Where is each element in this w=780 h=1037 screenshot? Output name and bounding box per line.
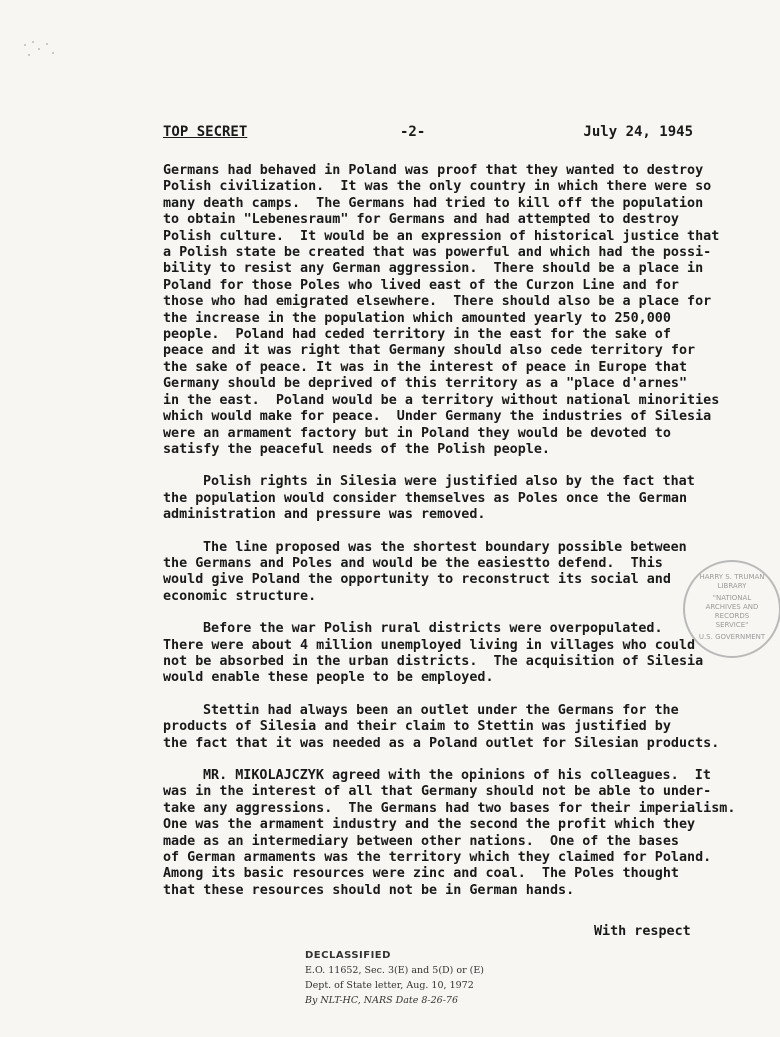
body-line: those who had emigrated elsewhere. There should also be a place for: [163, 294, 712, 310]
body-line: The line proposed was the shortest boundary possible between: [203, 539, 687, 555]
body-line: the Germans and Poles and would be the easiestto defend. This: [163, 555, 663, 571]
page-number: -2-: [400, 124, 426, 140]
body-line: Germans had behaved in Poland was proof that they wanted to destroy: [163, 163, 704, 178]
body-line: not be absorbed in the urban districts. The acquisition of Silesia: [163, 653, 704, 669]
body-line: to obtain "Lebenesraum" for Germans and had attempted to destroy: [163, 212, 679, 228]
body-line: the population would consider themselves as Poles once the German: [163, 490, 688, 506]
body-line: the sake of peace. It was in the interest of peace in Europe that: [163, 359, 688, 375]
body-line: people. Poland had ceded territory in the east for the sake of: [163, 327, 671, 343]
body-line: of German armaments was the territory which they claimed for Poland.: [163, 850, 712, 866]
stamp-line: RECORDS: [714, 612, 750, 620]
stamp-line: "NATIONAL: [712, 594, 752, 602]
body-line: a Polish state be created that was powerful and which had the possi-: [163, 245, 712, 261]
body-line: MR. MIKOLAJCZYK agreed with the opinions of his colleagues. It: [203, 768, 711, 783]
body-paragraph: [163, 474, 763, 523]
body-line: take any aggressions. The Germans had two bases for their imperialism.: [163, 800, 736, 816]
body-line: made as an intermediary between other nations. One of the bases: [163, 833, 679, 849]
body-line: Polish culture. It would be an expression of historical justice that: [163, 228, 720, 244]
document-body: [163, 163, 766, 915]
body-line: There were about 4 million unemployed living in villages who could: [163, 637, 696, 653]
body-line: in the east. Poland would be a territory without national minorities: [163, 392, 720, 408]
body-line: Germany should be deprived of this territory as a "place d'arnes": [163, 376, 688, 392]
document-date: July 24, 1945: [583, 124, 693, 140]
body-paragraph: [163, 703, 763, 752]
body-line: administration and pressure was removed.: [163, 507, 486, 523]
body-line: many death camps. The Germans had tried to kill off the population: [163, 195, 704, 211]
body-line: economic structure.: [163, 588, 317, 604]
body-line: which would make for peace. Under Germany the industries of Silesia: [163, 409, 712, 425]
body-paragraph: [163, 768, 763, 899]
stamp-arc-text: HARRY S. TRUMAN LIBRARY: [699, 573, 765, 590]
stamp-bottom-text: U.S. GOVERNMENT: [698, 633, 766, 641]
stamp-line: ARCHIVES AND: [705, 603, 759, 611]
body-line: Among its basic resources were zinc and coal. The Poles thought: [163, 866, 679, 882]
body-line: Stettin had always been an outlet under the Germans for the: [203, 702, 679, 718]
declass-line-letter: Dept. of State letter, Aug. 10, 1972: [305, 980, 474, 991]
declass-line-signature: By NLT-HC, NARS Date 8-26-76: [305, 995, 459, 1006]
body-line: would give Poland the opportunity to reconstruct its social and: [163, 572, 671, 588]
declassification-block: [305, 948, 565, 1008]
classification-label: TOP SECRET: [163, 124, 248, 140]
body-line: One was the armament industry and the second the profit which they: [163, 817, 696, 833]
body-paragraph: [163, 540, 763, 606]
body-line: Before the war Polish rural districts were overpopulated.: [203, 621, 663, 637]
body-line: would enable these people to be employed.: [163, 670, 494, 686]
body-line: satisfy the peaceful needs of the Polish people.: [163, 441, 550, 457]
archive-stamp: [683, 560, 780, 658]
body-paragraph: [163, 163, 763, 458]
scan-speckle: [22, 40, 62, 60]
body-paragraph: [163, 621, 766, 687]
body-line: that these resources should not be in German hands.: [163, 882, 575, 898]
declass-title: DECLASSIFIED: [305, 950, 391, 961]
body-line: products of Silesia and their claim to Stettin was justified by: [163, 719, 671, 735]
body-line: the increase in the population which amounted yearly to 250,000: [163, 310, 671, 326]
body-line: Polish civilization. It was the only country in which there were so: [163, 179, 712, 195]
body-line: bility to resist any German aggression. There should be a place in: [163, 261, 704, 277]
stamp-line: SERVICE": [715, 621, 749, 629]
declass-line-eo: E.O. 11652, Sec. 3(E) and 5(D) or (E): [305, 965, 484, 976]
closing-text: With respect: [594, 924, 691, 939]
body-line: peace and it was right that Germany should also cede territory for: [163, 343, 696, 359]
body-line: the fact that it was needed as a Poland outlet for Silesian products.: [163, 735, 720, 751]
body-line: were an armament factory but in Poland they would be devoted to: [163, 425, 671, 441]
body-line: was in the interest of all that Germany should not be able to under-: [163, 784, 712, 800]
body-line: Poland for those Poles who lived east of the Curzon Line and for: [163, 277, 679, 293]
body-line: Polish rights in Silesia were justified also by the fact that: [203, 474, 695, 490]
